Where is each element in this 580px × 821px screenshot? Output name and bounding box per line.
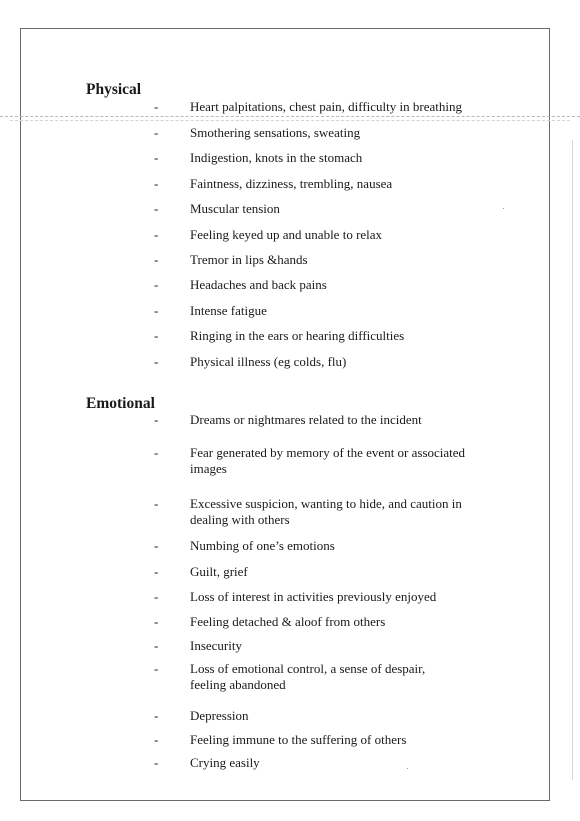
list-bullet: - [154, 227, 159, 242]
list-bullet: - [154, 661, 159, 676]
scan-artifact-line [10, 120, 570, 121]
list-item-text: Feeling keyed up and unable to relax [190, 227, 383, 242]
list-item-text: Indigestion, knots in the stomach [190, 150, 363, 165]
list-item-text: Insecurity [190, 638, 242, 653]
list-item-text: Guilt, grief [190, 564, 248, 579]
list-bullet: - [154, 125, 159, 140]
list-bullet: - [154, 732, 159, 747]
list-bullet: - [154, 201, 159, 216]
list-item-text: Excessive suspicion, wanting to hide, and caution in dealing with others [190, 496, 462, 527]
list-item-text: Feeling immune to the suffering of others [190, 732, 407, 747]
list-bullet: - [154, 150, 159, 165]
list-bullet: - [154, 614, 159, 629]
list-item-text: Headaches and back pains [190, 277, 327, 292]
list-bullet: - [154, 589, 159, 604]
list-item-text: Ringing in the ears or hearing difficulties [190, 328, 405, 343]
list-bullet: - [154, 496, 159, 511]
section-heading-emotional: Emotional [86, 395, 155, 412]
list-bullet: - [154, 755, 159, 770]
list-item-text: Intense fatigue [190, 303, 267, 318]
scan-edge-shadow [572, 140, 573, 780]
list-item-text: Tremor in lips &hands [190, 252, 308, 267]
list-item-text: Smothering sensations, sweating [190, 125, 361, 140]
scan-artifact-line [0, 116, 580, 117]
list-bullet: - [154, 176, 159, 191]
list-bullet: - [154, 564, 159, 579]
list-bullet: - [154, 328, 159, 343]
list-bullet: - [154, 538, 159, 553]
list-bullet: - [154, 303, 159, 318]
list-item-text: Physical illness (eg colds, flu) [190, 354, 347, 369]
list-bullet: - [154, 638, 159, 653]
list-item-text: Crying easily [190, 755, 260, 770]
list-item-text: Fear generated by memory of the event or associated images [190, 445, 466, 476]
section-heading-physical: Physical [86, 81, 142, 98]
list-item-text: Feeling detached & aloof from others [190, 614, 386, 629]
list-bullet: - [154, 252, 159, 267]
list-item-text: Muscular tension [190, 201, 280, 216]
list-item-text: Numbing of one’s emotions [190, 538, 335, 553]
list-item-text: Faintness, dizziness, trembling, nausea [190, 176, 393, 191]
list-bullet: - [154, 445, 159, 460]
list-bullet: - [154, 708, 159, 723]
list-item-text: Loss of emotional control, a sense of despair, feeling abandoned [190, 661, 426, 692]
list-bullet: - [154, 277, 159, 292]
list-bullet: - [154, 99, 159, 114]
list-item-text: Heart palpitations, chest pain, difficulty in breathing [190, 99, 462, 114]
list-item-text: Dreams or nightmares related to the incident [190, 412, 422, 427]
list-bullet: - [154, 412, 159, 427]
scan-speck [503, 208, 504, 209]
list-item-text: Loss of interest in activities previously enjoyed [190, 589, 437, 604]
list-bullet: - [154, 354, 159, 369]
list-item-text: Depression [190, 708, 249, 723]
